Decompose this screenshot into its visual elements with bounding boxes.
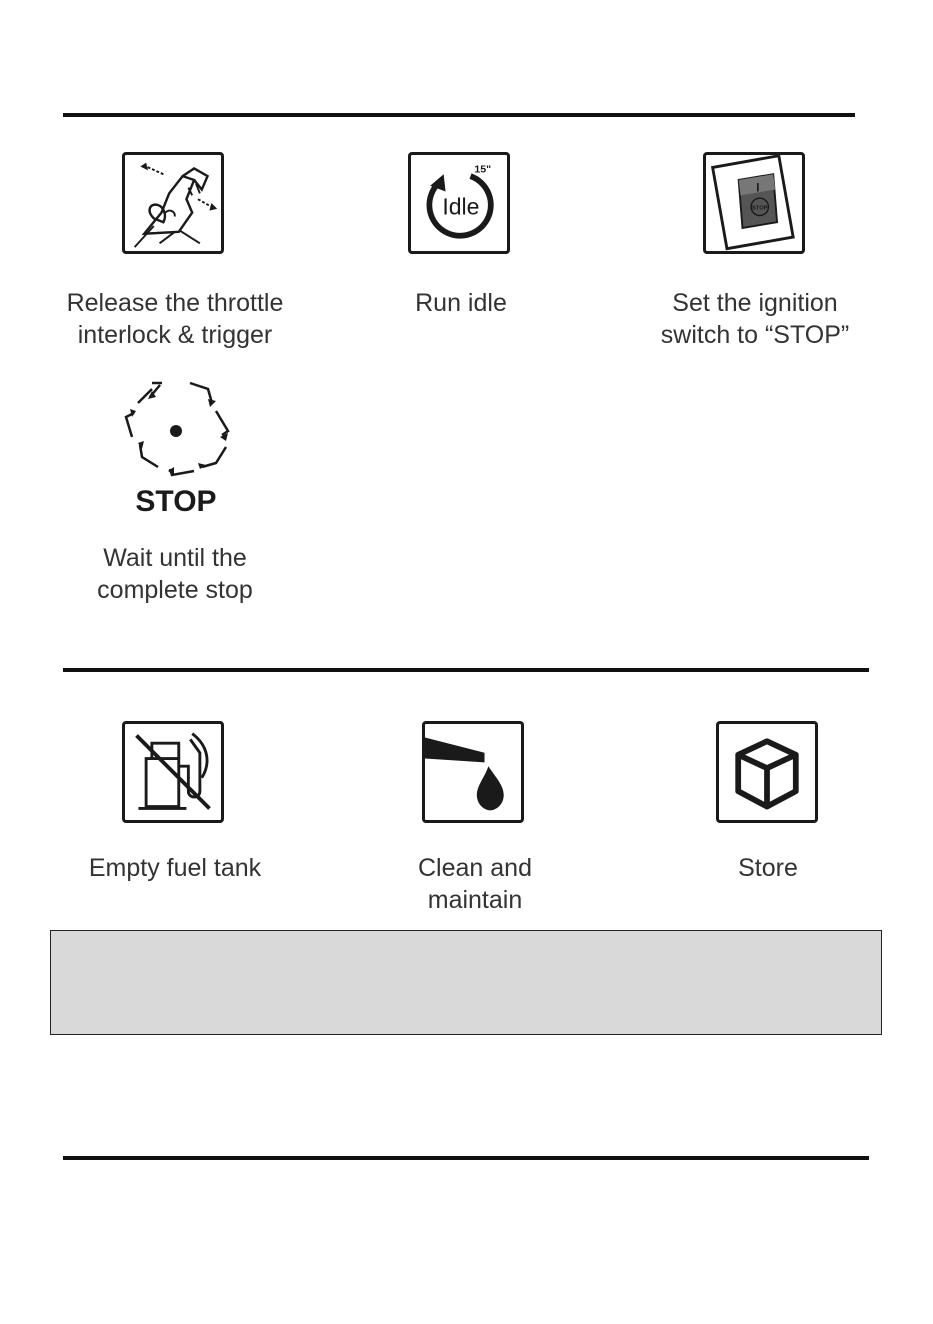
spinning-blade-stop-icon: [112, 375, 240, 523]
idle-duration-label: 15": [474, 163, 492, 176]
empty-fuel-tank-icon: [122, 721, 224, 823]
step-caption-clean-maintain: Clean and maintain: [418, 854, 532, 914]
switch-stop-label: STOP: [751, 205, 768, 212]
section-divider-middle: [63, 668, 869, 672]
step-caption-ignition: Set the ignition switch to “STOP”: [660, 289, 850, 349]
throttle-release-icon: [122, 152, 224, 254]
step-caption-run-idle: Run idle: [415, 289, 507, 317]
step-caption-empty-fuel: Empty fuel tank: [88, 854, 262, 882]
step-caption-wait-stop: Wait until the complete stop: [97, 544, 253, 604]
storage-box-icon: [716, 721, 818, 823]
section-divider-top: [63, 113, 855, 117]
section-divider-bottom: [63, 1156, 869, 1160]
idle-timer-icon: [408, 152, 510, 254]
switch-on-label: I: [756, 182, 760, 195]
step-caption-throttle: Release the throttle interlock & trigger: [66, 289, 284, 349]
idle-icon-label: Idle: [442, 193, 480, 220]
step-caption-store: Store: [738, 854, 798, 882]
ignition-switch-icon: [703, 152, 805, 254]
oil-drop-icon: [422, 721, 524, 823]
note-box: [50, 930, 882, 1035]
stop-icon-label: STOP: [135, 485, 217, 518]
